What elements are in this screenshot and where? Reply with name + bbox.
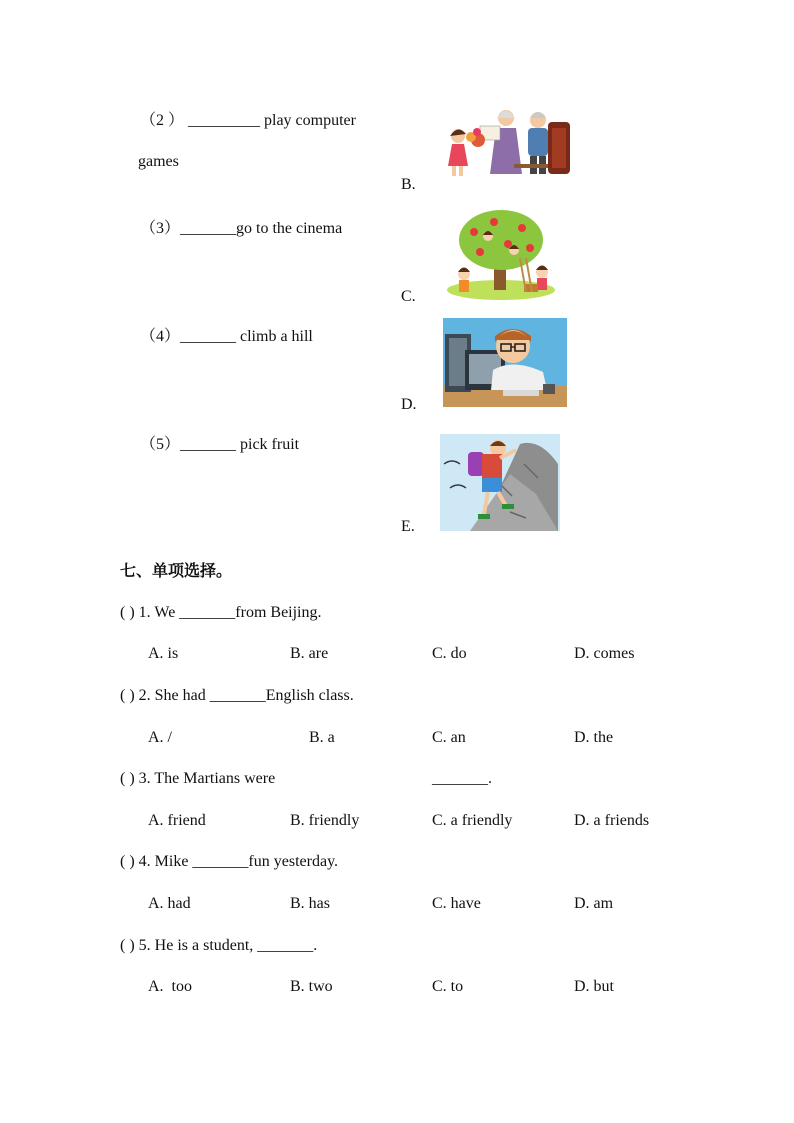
option-letter-b: B. [401,176,416,193]
match-item-5-text: （5）_______ pick fruit [140,436,300,453]
question-1-option-d: D. comes [574,645,635,662]
question-1-option-a: A. is [148,645,179,662]
question-3-option-d: D. a friends [574,812,650,829]
question-2-option-b: B. a [309,729,335,746]
question-5-option-b: B. two [290,978,333,995]
question-1-option-b: B. are [290,645,329,662]
question-4-option-a: A. had [148,895,191,912]
match-item-2-text-cont: games [138,153,179,170]
question-4-stem: ( ) 4. Mike _______fun yesterday. [120,853,339,870]
question-1-option-c: C. do [432,645,467,662]
question-4-option-d: D. am [574,895,614,912]
question-2-option-c: C. an [432,729,466,746]
grandparents-flowers-image [444,104,572,178]
match-item-3-text: （3）_______go to the cinema [140,220,343,237]
option-letter-e: E. [401,518,415,535]
question-5-option-d: D. but [574,978,614,995]
question-3-blank: _______. [432,770,492,787]
question-3-option-b: B. friendly [290,812,360,829]
boy-computer-image [443,318,567,407]
question-2-option-d: D. the [574,729,614,746]
boy-climbing-image [440,434,560,531]
question-5-stem: ( ) 5. He is a student, _______. [120,937,318,954]
match-item-4-text: （4）_______ climb a hill [140,328,313,345]
section-7-title: 七、单项选择。 [120,561,233,580]
question-4-option-b: B. has [290,895,330,912]
question-3-option-c: C. a friendly [432,812,513,829]
question-5-option-c: C. to [432,978,464,995]
question-2-stem: ( ) 2. She had _______English class. [120,687,354,704]
apple-tree-kids-image [444,208,558,300]
option-letter-d: D. [401,396,417,413]
question-4-option-c: C. have [432,895,481,912]
question-3-option-a: A. friend [148,812,206,829]
option-letter-c: C. [401,288,416,305]
question-3-stem: ( ) 3. The Martians were [120,770,276,787]
question-5-option-a: A. too [148,978,192,995]
question-2-option-a: A. / [148,729,172,746]
match-item-2-text: （2 ） _________ play computer [140,112,356,129]
question-1-stem: ( ) 1. We _______from Beijing. [120,604,322,621]
